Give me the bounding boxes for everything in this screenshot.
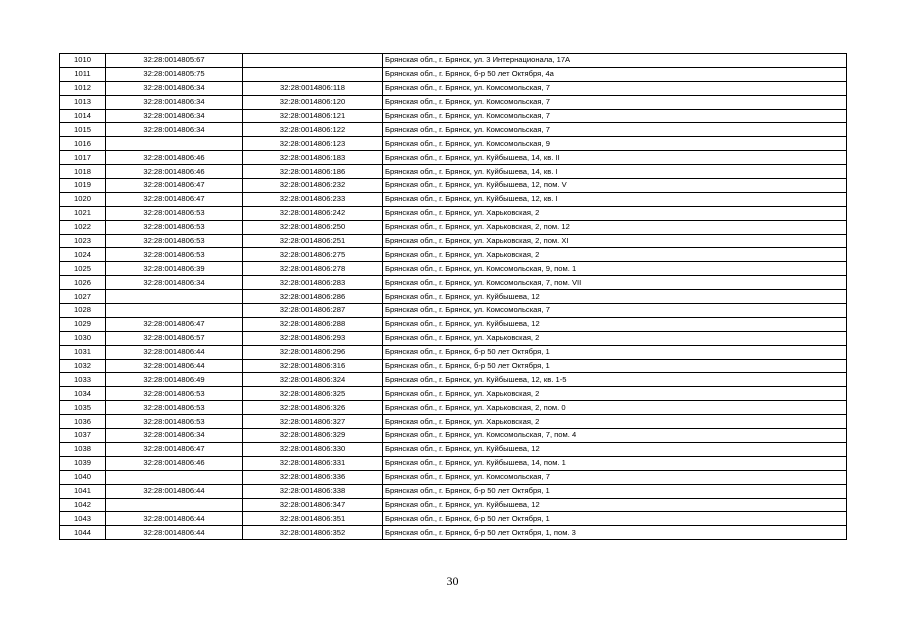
address-cell: Брянская обл., г. Брянск, ул. Куйбышева, 12 — [383, 317, 847, 331]
object-cadastral-number-cell: 32:28:0014806:347 — [243, 498, 383, 512]
row-number-cell: 1025 — [60, 262, 106, 276]
object-cadastral-number-cell: 32:28:0014806:186 — [243, 165, 383, 179]
address-cell: Брянская обл., г. Брянск, ул. Комсомольская, 9, пом. 1 — [383, 262, 847, 276]
land-cadastral-number-cell — [106, 290, 243, 304]
table-row — [60, 401, 847, 415]
land-cadastral-number-cell: 32:28:0014806:34 — [106, 429, 243, 443]
row-number-cell: 1031 — [60, 345, 106, 359]
land-cadastral-number-cell: 32:28:0014806:44 — [106, 512, 243, 526]
land-cadastral-number-cell: 32:28:0014806:47 — [106, 317, 243, 331]
address-cell: Брянская обл., г. Брянск, ул. Куйбышева, 12 — [383, 498, 847, 512]
land-cadastral-number-cell — [106, 470, 243, 484]
address-cell: Брянская обл., г. Брянск, ул. Куйбышева, 12, пом. V — [383, 179, 847, 193]
address-cell: Брянская обл., г. Брянск, б-р 50 лет Октября, 1 — [383, 359, 847, 373]
object-cadastral-number-cell: 32:28:0014806:250 — [243, 220, 383, 234]
address-cell: Брянская обл., г. Брянск, б-р 50 лет Октября, 1 — [383, 345, 847, 359]
table-row — [60, 248, 847, 262]
row-number-cell: 1012 — [60, 81, 106, 95]
object-cadastral-number-cell: 32:28:0014806:251 — [243, 234, 383, 248]
row-number-cell: 1013 — [60, 95, 106, 109]
object-cadastral-number-cell: 32:28:0014806:293 — [243, 331, 383, 345]
object-cadastral-number-cell: 32:28:0014806:352 — [243, 526, 383, 540]
land-cadastral-number-cell: 32:28:0014806:47 — [106, 192, 243, 206]
address-cell: Брянская обл., г. Брянск, ул. Харьковская, 2 — [383, 331, 847, 345]
land-cadastral-number-cell: 32:28:0014806:53 — [106, 206, 243, 220]
object-cadastral-number-cell: 32:28:0014806:242 — [243, 206, 383, 220]
table-row — [60, 206, 847, 220]
address-cell: Брянская обл., г. Брянск, ул. Комсомольская, 7 — [383, 109, 847, 123]
row-number-cell: 1010 — [60, 54, 106, 68]
row-number-cell: 1024 — [60, 248, 106, 262]
land-cadastral-number-cell: 32:28:0014806:53 — [106, 415, 243, 429]
object-cadastral-number-cell: 32:28:0014806:331 — [243, 456, 383, 470]
object-cadastral-number-cell: 32:28:0014806:324 — [243, 373, 383, 387]
object-cadastral-number-cell — [243, 54, 383, 68]
address-cell: Брянская обл., г. Брянск, ул. Харьковская, 2, пом. 12 — [383, 220, 847, 234]
land-cadastral-number-cell: 32:28:0014806:44 — [106, 345, 243, 359]
row-number-cell: 1029 — [60, 317, 106, 331]
address-cell: Брянская обл., г. Брянск, ул. Комсомольская, 7 — [383, 95, 847, 109]
row-number-cell: 1034 — [60, 387, 106, 401]
object-cadastral-number-cell: 32:28:0014806:296 — [243, 345, 383, 359]
address-cell: Брянская обл., г. Брянск, ул. 3 Интернационала, 17А — [383, 54, 847, 68]
row-number-cell: 1041 — [60, 484, 106, 498]
row-number-cell: 1032 — [60, 359, 106, 373]
object-cadastral-number-cell: 32:28:0014806:286 — [243, 290, 383, 304]
land-cadastral-number-cell: 32:28:0014806:39 — [106, 262, 243, 276]
row-number-cell: 1037 — [60, 429, 106, 443]
row-number-cell: 1023 — [60, 234, 106, 248]
land-cadastral-number-cell: 32:28:0014806:46 — [106, 151, 243, 165]
land-cadastral-number-cell: 32:28:0014805:75 — [106, 67, 243, 81]
table-row — [60, 262, 847, 276]
row-number-cell: 1016 — [60, 137, 106, 151]
row-number-cell: 1018 — [60, 165, 106, 179]
row-number-cell: 1043 — [60, 512, 106, 526]
table-row — [60, 484, 847, 498]
address-cell: Брянская обл., г. Брянск, б-р 50 лет Октября, 1 — [383, 484, 847, 498]
row-number-cell: 1038 — [60, 442, 106, 456]
table-row — [60, 276, 847, 290]
table-row — [60, 95, 847, 109]
object-cadastral-number-cell: 32:28:0014806:336 — [243, 470, 383, 484]
object-cadastral-number-cell: 32:28:0014806:232 — [243, 179, 383, 193]
land-cadastral-number-cell: 32:28:0014806:44 — [106, 526, 243, 540]
row-number-cell: 1015 — [60, 123, 106, 137]
table-row — [60, 123, 847, 137]
table-row — [60, 234, 847, 248]
page-number: 30 — [446, 574, 459, 588]
table-row — [60, 54, 847, 68]
object-cadastral-number-cell: 32:28:0014806:288 — [243, 317, 383, 331]
land-cadastral-number-cell: 32:28:0014806:53 — [106, 234, 243, 248]
address-cell: Брянская обл., г. Брянск, б-р 50 лет Октября, 4а — [383, 67, 847, 81]
object-cadastral-number-cell: 32:28:0014806:275 — [243, 248, 383, 262]
address-cell: Брянская обл., г. Брянск, ул. Куйбышева, 12 — [383, 442, 847, 456]
object-cadastral-number-cell: 32:28:0014806:278 — [243, 262, 383, 276]
row-number-cell: 1036 — [60, 415, 106, 429]
land-cadastral-number-cell: 32:28:0014806:53 — [106, 387, 243, 401]
object-cadastral-number-cell: 32:28:0014806:183 — [243, 151, 383, 165]
object-cadastral-number-cell: 32:28:0014806:327 — [243, 415, 383, 429]
row-number-cell: 1027 — [60, 290, 106, 304]
land-cadastral-number-cell: 32:28:0014806:46 — [106, 456, 243, 470]
object-cadastral-number-cell: 32:28:0014806:330 — [243, 442, 383, 456]
table-row — [60, 429, 847, 443]
table-row — [60, 373, 847, 387]
row-number-cell: 1011 — [60, 67, 106, 81]
object-cadastral-number-cell: 32:28:0014806:121 — [243, 109, 383, 123]
address-cell: Брянская обл., г. Брянск, ул. Куйбышева, 12, кв. 1-5 — [383, 373, 847, 387]
address-cell: Брянская обл., г. Брянск, б-р 50 лет Октября, 1, пом. 3 — [383, 526, 847, 540]
table-row — [60, 345, 847, 359]
object-cadastral-number-cell: 32:28:0014806:123 — [243, 137, 383, 151]
land-cadastral-number-cell: 32:28:0014806:46 — [106, 165, 243, 179]
land-cadastral-number-cell — [106, 304, 243, 318]
address-cell: Брянская обл., г. Брянск, ул. Комсомольская, 7, пом. VII — [383, 276, 847, 290]
row-number-cell: 1040 — [60, 470, 106, 484]
land-cadastral-number-cell: 32:28:0014806:34 — [106, 276, 243, 290]
table-row — [60, 512, 847, 526]
address-cell: Брянская обл., г. Брянск, ул. Харьковская, 2 — [383, 248, 847, 262]
land-cadastral-number-cell: 32:28:0014806:34 — [106, 123, 243, 137]
table-row — [60, 137, 847, 151]
table-row — [60, 192, 847, 206]
object-cadastral-number-cell: 32:28:0014806:120 — [243, 95, 383, 109]
object-cadastral-number-cell: 32:28:0014806:122 — [243, 123, 383, 137]
table-row — [60, 387, 847, 401]
object-cadastral-number-cell: 32:28:0014806:233 — [243, 192, 383, 206]
address-cell: Брянская обл., г. Брянск, ул. Куйбышева, 12, кв. I — [383, 192, 847, 206]
table-row — [60, 304, 847, 318]
table-row — [60, 317, 847, 331]
land-cadastral-number-cell: 32:28:0014806:53 — [106, 220, 243, 234]
object-cadastral-number-cell: 32:28:0014806:118 — [243, 81, 383, 95]
table-row — [60, 165, 847, 179]
row-number-cell: 1042 — [60, 498, 106, 512]
table-row — [60, 526, 847, 540]
row-number-cell: 1019 — [60, 179, 106, 193]
object-cadastral-number-cell: 32:28:0014806:329 — [243, 429, 383, 443]
land-cadastral-number-cell: 32:28:0014806:47 — [106, 179, 243, 193]
table-row — [60, 456, 847, 470]
address-cell: Брянская обл., г. Брянск, ул. Харьковская, 2 — [383, 387, 847, 401]
row-number-cell: 1030 — [60, 331, 106, 345]
row-number-cell: 1017 — [60, 151, 106, 165]
object-cadastral-number-cell: 32:28:0014806:283 — [243, 276, 383, 290]
address-cell: Брянская обл., г. Брянск, ул. Комсомольская, 9 — [383, 137, 847, 151]
land-cadastral-number-cell: 32:28:0014806:57 — [106, 331, 243, 345]
row-number-cell: 1022 — [60, 220, 106, 234]
object-cadastral-number-cell: 32:28:0014806:326 — [243, 401, 383, 415]
address-cell: Брянская обл., г. Брянск, ул. Комсомольская, 7 — [383, 81, 847, 95]
land-cadastral-number-cell — [106, 498, 243, 512]
row-number-cell: 1026 — [60, 276, 106, 290]
land-cadastral-number-cell: 32:28:0014806:53 — [106, 248, 243, 262]
address-cell: Брянская обл., г. Брянск, ул. Харьковская, 2 — [383, 206, 847, 220]
land-cadastral-number-cell: 32:28:0014806:47 — [106, 442, 243, 456]
address-cell: Брянская обл., г. Брянск, ул. Комсомольская, 7 — [383, 304, 847, 318]
table-row — [60, 151, 847, 165]
row-number-cell: 1035 — [60, 401, 106, 415]
table-row — [60, 220, 847, 234]
address-cell: Брянская обл., г. Брянск, ул. Комсомольская, 7 — [383, 123, 847, 137]
row-number-cell: 1021 — [60, 206, 106, 220]
table-row — [60, 331, 847, 345]
object-cadastral-number-cell: 32:28:0014806:325 — [243, 387, 383, 401]
table-row — [60, 109, 847, 123]
table-row — [60, 498, 847, 512]
table-row — [60, 290, 847, 304]
land-cadastral-number-cell: 32:28:0014806:34 — [106, 109, 243, 123]
table-body — [60, 54, 847, 540]
cadastral-table — [59, 53, 847, 540]
table-row — [60, 415, 847, 429]
object-cadastral-number-cell: 32:28:0014806:287 — [243, 304, 383, 318]
row-number-cell: 1020 — [60, 192, 106, 206]
address-cell: Брянская обл., г. Брянск, б-р 50 лет Октября, 1 — [383, 512, 847, 526]
row-number-cell: 1039 — [60, 456, 106, 470]
table-row — [60, 179, 847, 193]
address-cell: Брянская обл., г. Брянск, ул. Харьковская, 2 — [383, 415, 847, 429]
row-number-cell: 1033 — [60, 373, 106, 387]
land-cadastral-number-cell: 32:28:0014806:53 — [106, 401, 243, 415]
land-cadastral-number-cell: 32:28:0014806:34 — [106, 81, 243, 95]
land-cadastral-number-cell: 32:28:0014806:34 — [106, 95, 243, 109]
table-row — [60, 470, 847, 484]
object-cadastral-number-cell: 32:28:0014806:316 — [243, 359, 383, 373]
land-cadastral-number-cell: 32:28:0014805:67 — [106, 54, 243, 68]
object-cadastral-number-cell — [243, 67, 383, 81]
object-cadastral-number-cell: 32:28:0014806:338 — [243, 484, 383, 498]
land-cadastral-number-cell — [106, 137, 243, 151]
address-cell: Брянская обл., г. Брянск, ул. Комсомольская, 7, пом. 4 — [383, 429, 847, 443]
table-row — [60, 67, 847, 81]
table-row — [60, 359, 847, 373]
land-cadastral-number-cell: 32:28:0014806:44 — [106, 359, 243, 373]
land-cadastral-number-cell: 32:28:0014806:49 — [106, 373, 243, 387]
land-cadastral-number-cell: 32:28:0014806:44 — [106, 484, 243, 498]
row-number-cell: 1028 — [60, 304, 106, 318]
address-cell: Брянская обл., г. Брянск, ул. Куйбышева, 12 — [383, 290, 847, 304]
table-row — [60, 442, 847, 456]
row-number-cell: 1014 — [60, 109, 106, 123]
address-cell: Брянская обл., г. Брянск, ул. Куйбышева, 14, кв. II — [383, 151, 847, 165]
address-cell: Брянская обл., г. Брянск, ул. Куйбышева, 14, кв. I — [383, 165, 847, 179]
table-row — [60, 81, 847, 95]
row-number-cell: 1044 — [60, 526, 106, 540]
object-cadastral-number-cell: 32:28:0014806:351 — [243, 512, 383, 526]
address-cell: Брянская обл., г. Брянск, ул. Куйбышева, 14, пом. 1 — [383, 456, 847, 470]
address-cell: Брянская обл., г. Брянск, ул. Харьковская, 2, пом. 0 — [383, 401, 847, 415]
address-cell: Брянская обл., г. Брянск, ул. Комсомольская, 7 — [383, 470, 847, 484]
address-cell: Брянская обл., г. Брянск, ул. Харьковская, 2, пом. XI — [383, 234, 847, 248]
